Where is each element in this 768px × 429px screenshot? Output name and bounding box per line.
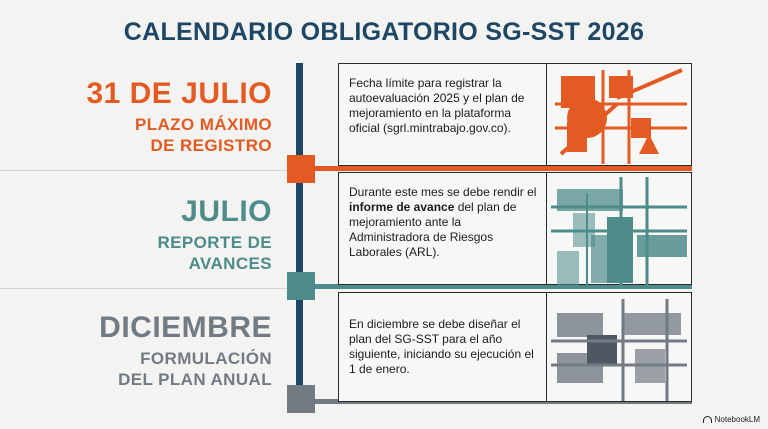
gray-blocks-icon: [547, 293, 692, 403]
divider-1: [0, 170, 296, 171]
milestone-2-date: JULIO: [181, 195, 272, 228]
timeline-marker-2: [287, 272, 315, 300]
milestone-1-subtitle-line2: DE REGISTRO: [150, 136, 272, 155]
milestone-2-description-bold: informe de avance: [349, 200, 455, 214]
milestone-1-subtitle-line1: PLAZO MÁXIMO: [134, 115, 272, 134]
milestone-2-card: [338, 172, 692, 285]
milestone-2-description-part2: del plan de mejoramiento ante la Administradora de Riesgos Laborales (ARL).: [349, 200, 517, 259]
footer-brand-text: NotebookLM: [714, 415, 760, 424]
footer-brand: [703, 415, 760, 424]
milestone-1-subtitle: [135, 114, 272, 156]
timeline-marker-1: [287, 155, 315, 183]
milestone-1-description: Fecha límite para registrar la autoevaluación 2025 y el plan de mejoramiento en la plataforma oficial (sgrl.mintrabajo.gov.co).: [349, 76, 525, 135]
milestone-3-description: En diciembre se debe diseñar el plan del SG-SST para el año siguiente, iniciando su ejecución el 1 de enero.: [349, 317, 534, 376]
milestone-3-subtitle-line2: DEL PLAN ANUAL: [118, 370, 272, 389]
milestone-2-description: [349, 185, 541, 260]
milestone-2-description-part1: Durante este mes se debe rendir el: [349, 185, 537, 199]
milestone-3-subtitle: [118, 348, 272, 390]
teal-blocks-icon: [547, 173, 692, 286]
orange-geometric-icon: [547, 64, 692, 167]
milestone-2-subtitle-line2: AVANCES: [188, 254, 272, 273]
milestone-2-subtitle: [157, 232, 272, 274]
timeline-vertical-line: [296, 63, 303, 395]
milestone-3-date: DICIEMBRE: [99, 311, 272, 344]
milestone-1-date: 31 DE JULIO: [86, 77, 272, 110]
divider-2: [0, 288, 296, 289]
milestone-3-subtitle-line1: FORMULACIÓN: [140, 349, 272, 368]
page-title: CALENDARIO OBLIGATORIO SG-SST 2026: [123, 18, 645, 46]
milestone-3-card: [338, 292, 692, 402]
milestone-2-subtitle-line1: REPORTE DE: [157, 233, 272, 252]
timeline-marker-3: [287, 385, 315, 413]
notebooklm-logo-icon: [703, 416, 712, 423]
milestone-1-card: [338, 63, 692, 166]
